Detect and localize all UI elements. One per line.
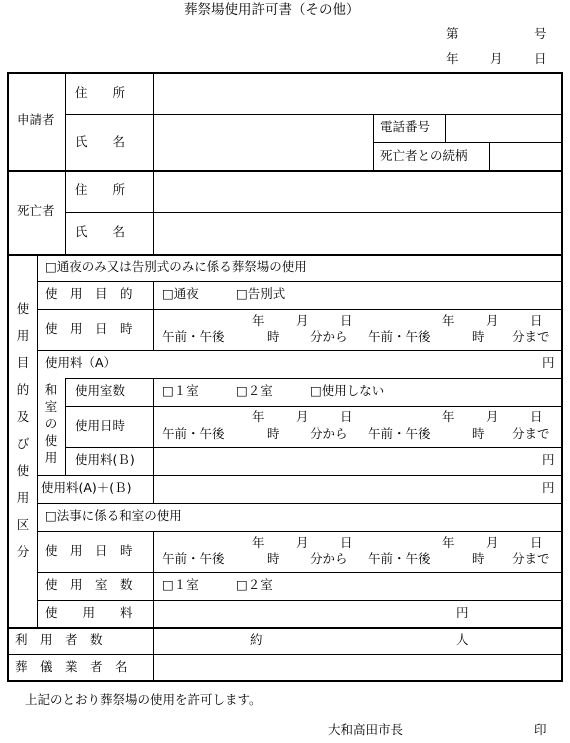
purpose-label: 使 用 目 的 bbox=[45, 286, 133, 301]
users-approx: 約 bbox=[250, 632, 263, 647]
applicant-address-label: 住 所 bbox=[75, 85, 126, 100]
applicant-phone-label: 電話番号 bbox=[380, 119, 431, 134]
applicant-name-label: 氏 名 bbox=[75, 134, 126, 149]
applicant-relation-label: 死亡者との続柄 bbox=[380, 148, 468, 163]
header-dai: 第 bbox=[446, 26, 459, 41]
usage-section-label: 使 用 目 的 及 び 使 用 区 分 bbox=[16, 301, 30, 559]
funeral-company-label: 葬 儀 業 者 名 bbox=[15, 659, 128, 674]
header-year: 年 bbox=[446, 51, 459, 66]
deceased-address-label: 住 所 bbox=[75, 182, 126, 197]
rooms-option-2[interactable]: □２室 bbox=[236, 383, 273, 398]
fee-yen: 円 bbox=[456, 605, 469, 620]
applicant-section-label: 申請者 bbox=[17, 112, 55, 127]
purpose-option-tsuya[interactable]: □通夜 bbox=[162, 286, 199, 301]
fee-a-yen: 円 bbox=[542, 355, 555, 370]
rooms2-option-2[interactable]: □２室 bbox=[236, 577, 273, 592]
permission-statement: 上記のとおり葬祭場の使用を許可します。 bbox=[25, 692, 262, 707]
document-title: 葬祭場使用許可書（その他） bbox=[184, 2, 360, 18]
fee-b-label: 使用料(Ｂ) bbox=[75, 452, 135, 467]
part1-title: □通夜のみ又は告別式のみに係る葬祭場の使用 bbox=[45, 259, 307, 274]
rooms2-option-1[interactable]: □１室 bbox=[162, 577, 199, 592]
rooms-label-2: 使 用 室 数 bbox=[45, 577, 133, 592]
rooms-label: 使用室数 bbox=[75, 383, 126, 398]
fee-a-label: 使用料（A） bbox=[45, 355, 117, 370]
users-unit: 人 bbox=[456, 632, 469, 647]
header-day: 日 bbox=[534, 51, 547, 66]
mayor-title: 大和高田市長 bbox=[328, 722, 404, 737]
rooms-option-none[interactable]: □使用しない bbox=[310, 383, 385, 398]
part2-title: □法事に係る和室の使用 bbox=[45, 508, 182, 523]
datetime-label-2: 使用日時 bbox=[75, 418, 126, 433]
datetime-label: 使 用 日 時 bbox=[45, 321, 133, 336]
rooms-option-1[interactable]: □１室 bbox=[162, 383, 199, 398]
fee-ab-yen: 円 bbox=[542, 480, 555, 495]
header-month: 月 bbox=[490, 51, 503, 66]
fee-ab-label: 使用料(A)＋(Ｂ) bbox=[41, 480, 132, 495]
washitsu-label: 和 室 の 使 用 bbox=[44, 382, 58, 465]
header-go: 号 bbox=[534, 26, 547, 41]
fee-label: 使 用 料 bbox=[45, 605, 133, 620]
users-label: 利 用 者 数 bbox=[15, 632, 103, 647]
seal-mark: 印 bbox=[534, 722, 547, 737]
deceased-section-label: 死亡者 bbox=[17, 203, 55, 218]
fee-b-yen: 円 bbox=[542, 452, 555, 467]
deceased-name-label: 氏 名 bbox=[75, 224, 126, 239]
purpose-option-kokubetsushiki[interactable]: □告別式 bbox=[236, 286, 286, 301]
datetime-label-3: 使 用 日 時 bbox=[45, 543, 133, 558]
